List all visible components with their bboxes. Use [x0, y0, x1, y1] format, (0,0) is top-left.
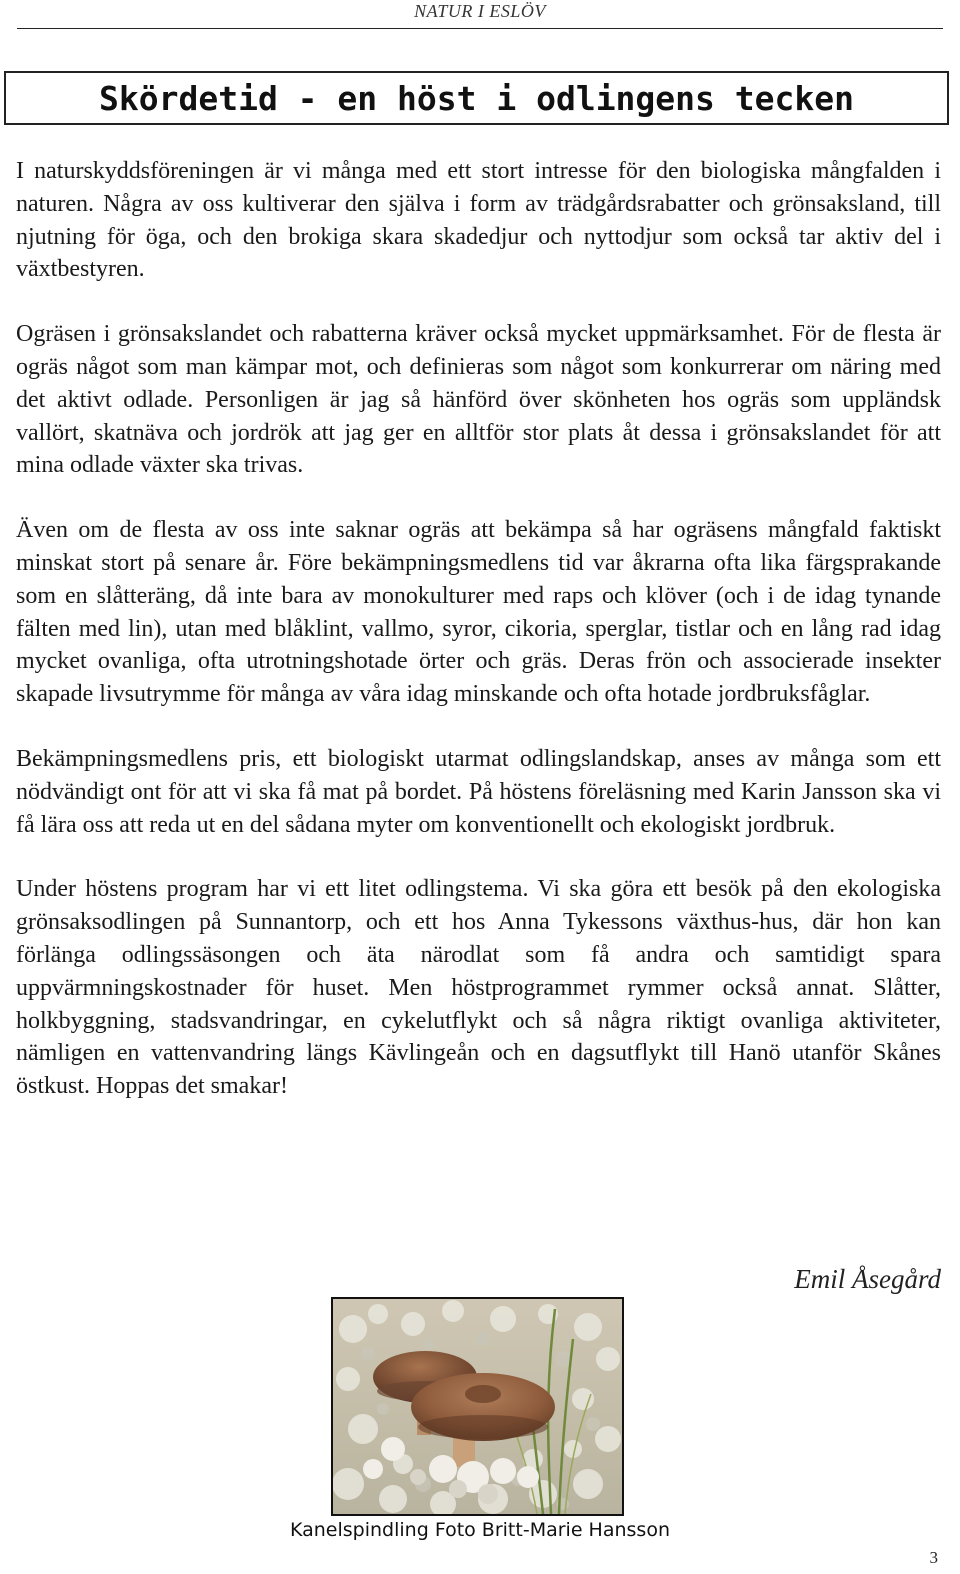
article-title: Skördetid - en höst i odlingens tecken — [99, 78, 854, 118]
article-body — [16, 155, 941, 1135]
article-title-box — [4, 71, 949, 125]
running-header: NATUR I ESLÖV — [414, 1, 546, 21]
header-divider — [17, 28, 943, 29]
paragraph-1: I naturskyddsföreningen är vi många med ett stort intresse för den biologiska mångfalden i naturen. Några av oss kultiverar den själva i form av trädgårdsrabatter och grönsaksland, till njutning för öga, och den brokiga skara skadedjur och nyttodjur som också tar aktiv del i växtbestyren. — [16, 158, 941, 283]
paragraph-2: Ogräsen i grönsakslandet och rabatterna kräver också mycket uppmärksamhet. För de flesta är ogräs något som man kämpar mot, och definieras som något som konkurrerar om näring med det aktivt odlade. Personligen är jag så hänförd över skönheten hos ogräs som uppländsk vallört, skatnäva och jordrök att jag ger en alltför stor plats åt dessa i grönsakslandet för att mina odlade växter ska trivas. — [16, 321, 941, 479]
paragraph-3: Även om de flesta av oss inte saknar ogräs att bekämpa så har ogräsens mångfald faktiskt minskat stort på senare år. Före bekämpningsmedlens tid var åkrarna ofta lika färgsprakande som en slåtteräng, då inte bara av monokulturer med raps och klöver (och i de idag tynande fälten med lin), utan med blåklint, vallmo, syror, cikoria, sperglar, tistlar och en lång rad idag mycket ovanliga, ofta utrotningshotade örter och gräs. Deras frön och associerade insekter skapade livsutrymme för många av våra idag minskande och ofta hotade jordbruksfåglar. — [16, 517, 941, 708]
page-number: 3 — [929, 1548, 938, 1567]
photo-caption: Kanelspindling Foto Britt-Marie Hansson — [290, 1519, 670, 1541]
author-signature: Emil Åsegård — [794, 1264, 941, 1294]
paragraph-4: Bekämpningsmedlens pris, ett biologiskt utarmat odlingslandskap, anses av många som ett nödvändigt ont för att vi ska få mat på bordet. På höstens föreläsning med Karin Jansson ska vi få lära oss att reda ut en del sådana myter om konventionellt och ekologiskt jordbruk. — [16, 745, 941, 838]
paragraph-5: Under höstens program har vi ett litet odlingstema. Vi ska göra ett besök på den ekologiska grönsaksodlingen på Sunnantorp, och ett hos Anna Tykessons växthus-hus, där hon kan förlänga odlingssäsongen och äta närodlat som få andra och samtidigt spara uppvärmningskostnader för huset. Men höstprogrammet rymmer också annat. Slåtter, holkbyggning, stadsvandringar, en cykelutflykt och så några riktigt ovanliga aktiviteter, nämligen en vattenvandring längs Kävlingeån och en dagsutflykt till Hanö utanför Skånes östkust. Hoppas det smakar! — [16, 876, 941, 1100]
mushroom-photo — [331, 1297, 624, 1516]
